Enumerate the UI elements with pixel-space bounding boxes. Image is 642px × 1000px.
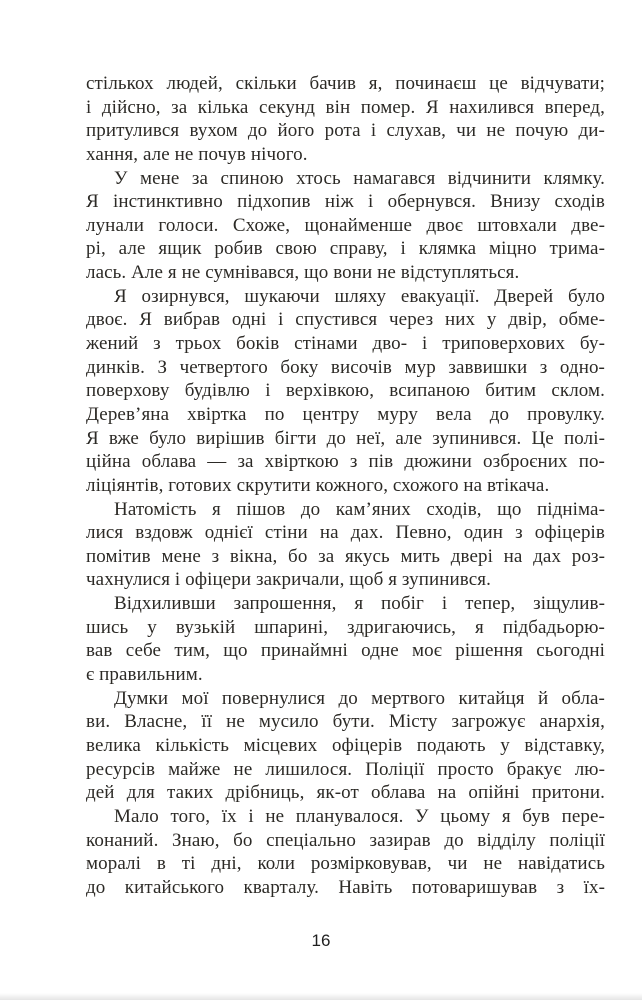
text-line: поверхову будівлю і верхівкою, всипаною битим склом. — [86, 380, 605, 402]
text-line: ційна облава — за хвірткою з пів дюжини озброєних по- — [86, 451, 605, 473]
text-line: хання, але не почув нічого. — [86, 143, 308, 165]
paragraph — [86, 805, 605, 900]
text-line: Мало того, їх і не планувалося. У цьому я був пере- — [114, 805, 605, 827]
text-line: двоє. Я вибрав одні і спустився через них у двір, обме- — [86, 309, 605, 331]
text-line: лась. Але я не сумнівався, що вони не відступляться. — [86, 262, 520, 284]
text-line: дей для таких дрібниць, як-от облава на опійні притони. — [86, 782, 605, 804]
text-line: ви. Власне, її не мусило бути. Місту загрожує анархія, — [86, 711, 605, 733]
paragraph — [86, 285, 605, 498]
text-line: помітив мене з вікна, бо за якусь мить двері на дах роз- — [86, 545, 605, 567]
text-line: Я вже було вирішив бігти до неї, але зупинився. Це полі- — [86, 427, 605, 449]
text-line: Я інстинктивно підхопив ніж і обернувся. Внизу сходів — [86, 191, 605, 213]
paragraph — [86, 592, 605, 687]
text-line: чахнулися і офіцери закричали, щоб я зупинився. — [86, 569, 491, 591]
paragraph — [86, 498, 605, 593]
text-line: Натомість я пішов до кам’яних сходів, що підніма- — [114, 498, 605, 520]
paragraph — [86, 687, 605, 805]
page-footer — [0, 930, 642, 952]
text-line: У мене за спиною хтось намагався відчинити клямку. — [114, 167, 605, 189]
text-line: лися вздовж однієї стіни на дах. Певно, один з офіцерів — [86, 522, 605, 544]
text-line: вав себе тим, що принаймні одне моє рішення сьогодні — [86, 640, 605, 662]
text-line: ліціянтів, готових скрутити кожного, схожого на втікача. — [86, 474, 550, 496]
text-line: Дерев’яна хвіртка по центру муру вела до провулку. — [86, 403, 605, 425]
text-line: є правильним. — [86, 664, 203, 686]
page-number: 16 — [311, 931, 331, 950]
text-line: до китайського кварталу. Навіть потоваришував з їх- — [86, 876, 605, 898]
paragraph — [86, 167, 605, 285]
text-line: моралі в ті дні, коли розмірковував, чи не навідатись — [86, 853, 605, 875]
text-line: динків. З четвертого боку височів мур заввишки з одно- — [86, 356, 605, 378]
text-line: і дійсно, за кілька секунд він помер. Я нахилився вперед, — [86, 96, 605, 118]
text-line: ресурсів майже не лишилося. Поліції просто бракує лю- — [86, 758, 605, 780]
text-line: Я озирнувся, шукаючи шляху евакуації. Дверей було — [114, 285, 605, 307]
text-line: притулився вухом до його рота і слухав, чи не почую ди- — [86, 120, 605, 142]
text-line: рі, але ящик робив свою справу, і клямка міцно трима- — [86, 238, 605, 260]
text-line: шись у вузькій шпарині, здригаючись, я підбадьорю- — [86, 616, 605, 638]
text-line: стількох людей, скільки бачив я, починаєш це відчувати; — [86, 73, 605, 94]
text-line: жений з трьох боків стінами дво- і триповерхових бу- — [86, 333, 605, 355]
text-line: лунали голоси. Схоже, щонайменше двоє штовхали две- — [86, 214, 605, 236]
text-line: Думки мої повернулися до мертвого китайця й обла- — [114, 687, 605, 709]
text-block — [86, 72, 605, 899]
paragraph — [86, 72, 605, 167]
text-line: велика кількість місцевих офіцерів подають у відставку, — [86, 734, 605, 756]
text-line: конаний. Знаю, бо спеціально зазирав до відділу поліції — [86, 829, 605, 851]
text-line: Відхиливши запрошення, я побіг і тепер, зіщулив- — [114, 593, 605, 615]
